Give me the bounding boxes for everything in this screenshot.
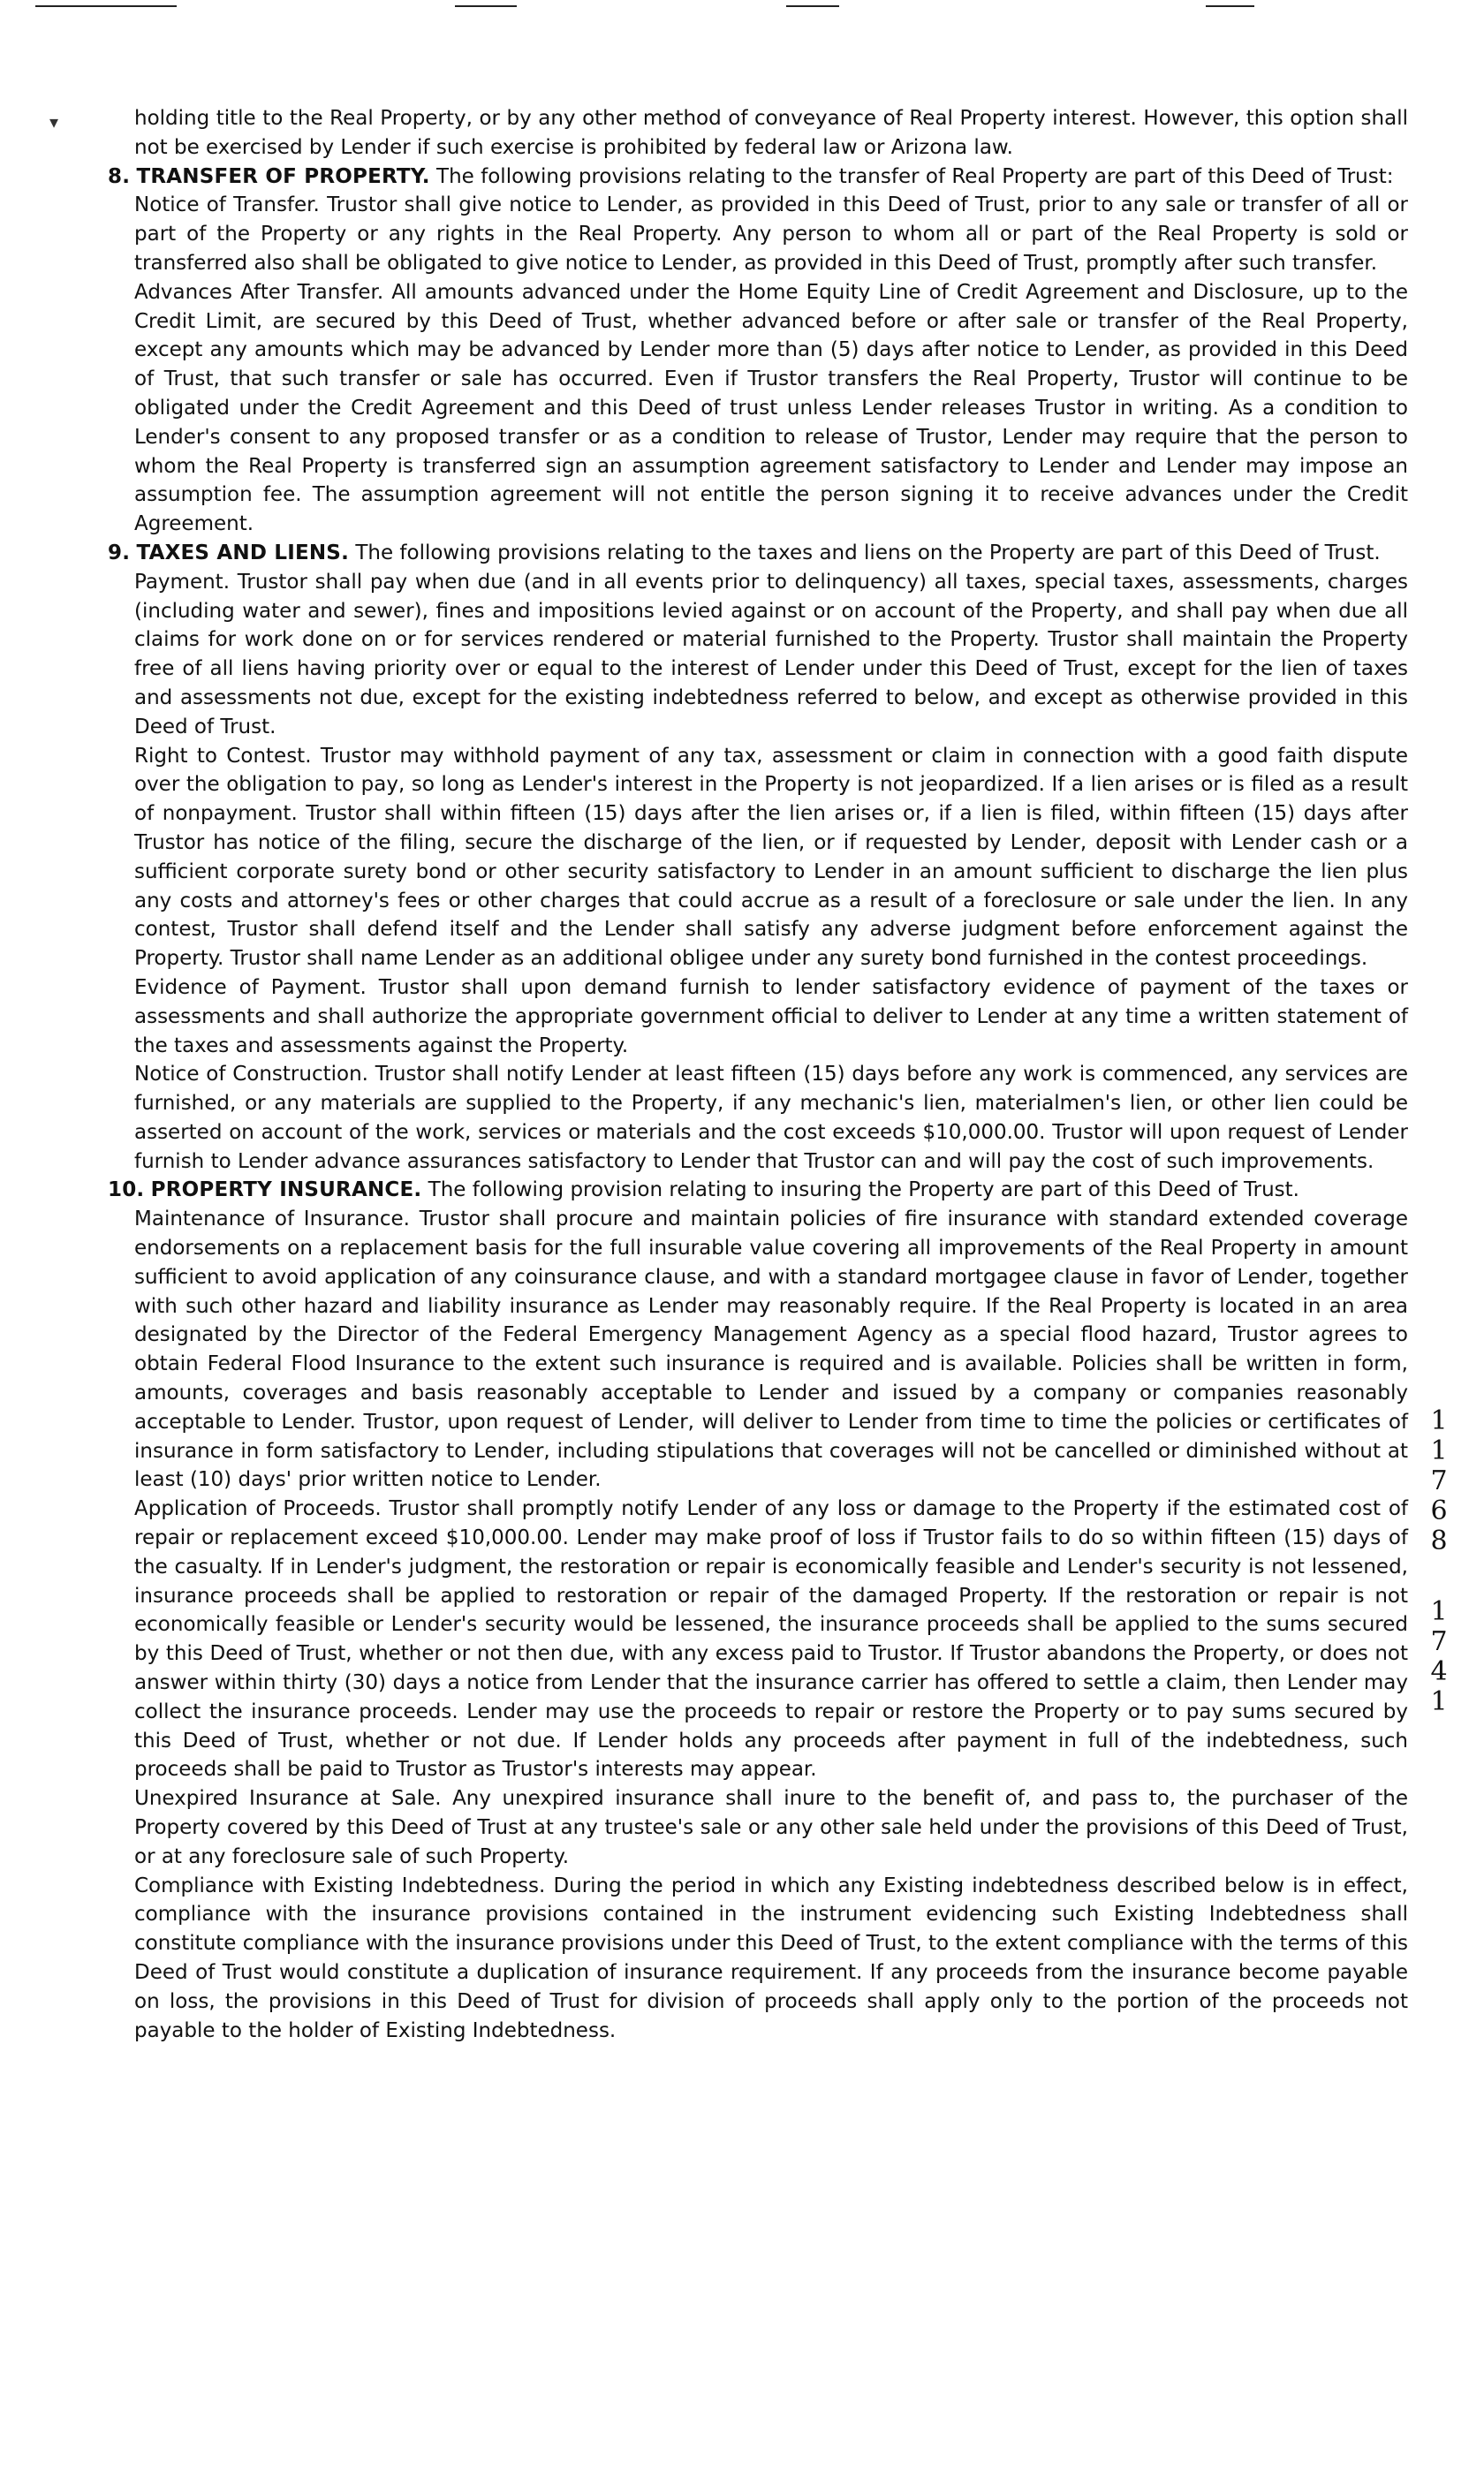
paragraph-maintenance-of-insurance: Maintenance of Insurance. Trustor shall procure and maintain policies of fire insurance with standard extended coverage endorsements on a replacement basis for the full insurable value covering all improvements of the Real Property in amount sufficient to avoid application of any coinsurance clause, and with a standard mortgagee clause in favor of Lender, together with such other hazard and liability insurance as Lender may reasonably require. If the Real Property is located in an area designated by the Director of the Federal Emergency Management Agency as a special flood hazard, Trustor agrees to obtain Federal Flood Insurance to the extent such insurance is required and is available. Policies shall be written in form, amounts, coverages and basis reasonably acceptable to Lender and issued by a company or companies reasonably acceptable to Lender. Trustor, upon request of Lender, will deliver to Lender from time to time the policies or certificates of insurance in form satisfactory to Lender, including stipulations that coverages will not be cancelled or diminished without at least (10) days' prior written notice to Lender. <box>134 1208 1408 1492</box>
section-title: PROPERTY INSURANCE. <box>150 1178 422 1202</box>
top-rule <box>35 5 177 7</box>
paragraph-advances-after-transfer: Advances After Transfer. All amounts advanced under the Home Equity Line of Credit Agreement and Disclosure, up to the Credit Limit, are secured by this Deed of Trust, whether advanced before or after sale or transfer of the Real Property, except any amounts which may be advanced by Lender more than (5) days after notice to Lender, as provided in this Deed of Trust, that such transfer or sale has occurred. Even if Trustor transfers the Real Property, Trustor will continue to be obligated under the Credit Agreement and this Deed of trust unless Lender releases Trustor in writing. As a condition to Lender's consent to any proposed transfer or as a condition to release of Trustor, Lender may require that the person to whom the Real Property is transferred sign an assumption agreement satisfactory to Lender and Lender may impose an assumption fee. The assumption agreement will not entitle the person signing it to receive advances under the Credit Agreement. <box>134 280 1408 536</box>
paragraph-compliance-existing-indebtedness: Compliance with Existing Indebtedness. During the period in which any Existing indebtedness described below is in effect, compliance with the insurance provisions contained in the instrument evidencing such Existing Indebtedness shall constitute compliance with the insurance provisions under this Deed of Trust, to the extent compliance with the terms of this Deed of Trust would constitute a duplication of insurance requirement. If any proceeds from the insurance become payable on loss, the provisions in this Deed of Trust for division of proceeds shall apply only to the portion of the proceeds not payable to the holder of Existing Indebtedness. <box>134 1874 1408 2042</box>
stamp-digit: 1 <box>1430 1435 1448 1466</box>
paragraph-evidence-of-payment: Evidence of Payment. Trustor shall upon demand furnish to lender satisfactory evidence of payment of the taxes or assessments and shall authorize the appropriate government official to deliver to Lender at any time a written statement of the taxes and assessments against the Property. <box>134 975 1408 1057</box>
paragraph-unexpired-insurance: Unexpired Insurance at Sale. Any unexpired insurance shall inure to the benefit of, and pass to, the purchaser of the Property covered by this Deed of Trust at any trustee's sale or any other sale held under the provisions of this Deed of Trust, or at any foreclosure sale of such Property. <box>134 1787 1408 1868</box>
section-number: 8. <box>108 164 131 188</box>
recording-stamp <box>1420 1406 1458 1717</box>
paragraph-right-to-contest: Right to Contest. Trustor may withhold payment of any tax, assessment or claim in connection with a good faith dispute over the obligation to pay, so long as Lender's interest in the Property is not jeopardized. If a lien arises or is filed as a result of nonpayment. Trustor shall within fifteen (15) days after the lien arises or, if a lien is filed, within fifteen (15) days after Trustor has notice of the filing, secure the discharge of the lien, or if requested by Lender, deposit with Lender cash or a sufficient corporate surety bond or other security satisfactory to Lender in an amount sufficient to discharge the lien plus any costs and attorney's fees or other charges that could accrue as a result of a foreclosure or sale under the lien. In any contest, Trustor shall defend itself and the Lender shall satisfy any adverse judgment before enforcement against the Property. Trustor shall name Lender as an additional obligee under any surety bond furnished in the contest proceedings. <box>134 744 1408 971</box>
section-title: TRANSFER OF PROPERTY. <box>136 164 430 188</box>
stamp-digit: 1 <box>1430 1405 1448 1436</box>
stamp-digit: 6 <box>1430 1495 1448 1526</box>
margin-mark: ▾ <box>49 111 59 132</box>
stamp-digit: 4 <box>1430 1656 1448 1687</box>
section-number: 9. <box>108 541 131 564</box>
paragraph-notice-of-transfer: Notice of Transfer. Trustor shall give notice to Lender, as provided in this Deed of Trust, prior to any sale or transfer of all or part of the Property or any rights in the Real Property. Any person to whom all or part of the Real Property is sold or transferred also shall be obligated to give notice to Lender, as provided in this Deed of Trust, promptly after such transfer. <box>134 193 1408 275</box>
section-heading <box>108 1176 1408 1205</box>
section-title: TAXES AND LIENS. <box>136 541 350 564</box>
stamp-digit: 1 <box>1430 1686 1448 1717</box>
section-property-insurance <box>108 1176 1408 2045</box>
section-intro: The following provisions relating to the transfer of Real Property are part of this Deed of Trust: <box>436 164 1394 188</box>
section-heading <box>108 163 1408 192</box>
continuation-paragraph: holding title to the Real Property, or by any other method of conveyance of Real Property interest. However, this option shall not be exercised by Lender if such exercise is prohibited by federal law or Arizona law. <box>134 107 1408 159</box>
section-heading <box>108 539 1408 568</box>
paragraph-payment: Payment. Trustor shall pay when due (and in all events prior to delinquency) all taxes, special taxes, assessments, charges (including water and sewer), fines and impositions levied against or on account of the Property, and shall pay when due all claims for work done on or for services rendered or material furnished to the Property. Trustor shall maintain the Property free of all liens having priority over or equal to the interest of Lender under this Deed of Trust, except for the lien of taxes and assessments not due, except for the existing indebtedness referred to below, and except as otherwise provided in this Deed of Trust. <box>134 570 1408 738</box>
section-intro: The following provisions relating to the taxes and liens on the Property are part of this Deed of Trust. <box>355 541 1381 564</box>
stamp-digit: 7 <box>1430 1626 1448 1657</box>
top-rule <box>455 5 517 7</box>
section-intro: The following provision relating to insuring the Property are part of this Deed of Trust. <box>428 1178 1299 1202</box>
section-taxes-and-liens <box>108 539 1408 1177</box>
stamp-digit: 1 <box>1430 1596 1448 1627</box>
stamp-digit: 7 <box>1430 1465 1448 1496</box>
section-number: 10. <box>108 1178 145 1202</box>
document-body <box>108 104 1408 2045</box>
top-rule <box>786 5 839 7</box>
stamp-digit: 8 <box>1430 1526 1448 1556</box>
top-rule <box>1206 5 1254 7</box>
paragraph-notice-of-construction: Notice of Construction. Trustor shall notify Lender at least fifteen (15) days before any work is commenced, any services are furnished, or any materials are supplied to the Property, if any mechanic's lien, materialmen's lien, or other lien could be asserted on account of the work, services or materials and the cost exceeds $10,000.00. Trustor will upon request of Lender furnish to Lender advance assurances satisfactory to Lender that Trustor can and will pay the cost of such improvements. <box>134 1063 1408 1173</box>
section-transfer-of-property <box>108 163 1408 539</box>
paragraph-application-of-proceeds: Application of Proceeds. Trustor shall promptly notify Lender of any loss or damage to the Property if the estimated cost of repair or replacement exceed $10,000.00. Lender may make proof of loss if Trustor fails to do so within fifteen (15) days of the casualty. If in Lender's judgment, the restoration or repair is economically feasible and Lender's security is not lessened, insurance proceeds shall be applied to restoration or repair of the damaged Property. If the restoration or repair is not economically feasible or Lender's security would be lessened, the insurance proceeds shall be applied to the sums secured by this Deed of Trust, whether or not then due, with any excess paid to Trustor. If Trustor abandons the Property, or does not answer within thirty (30) days a notice from Lender that the insurance carrier has offered to settle a claim, then Lender may collect the insurance proceeds. Lender may use the proceeds to repair or restore the Property or to pay sums secured by this Deed of Trust, whether or not due. If Lender holds any proceeds after payment in full of the indebtedness, such proceeds shall be paid to Trustor as Trustor's interests may appear. <box>134 1497 1408 1782</box>
